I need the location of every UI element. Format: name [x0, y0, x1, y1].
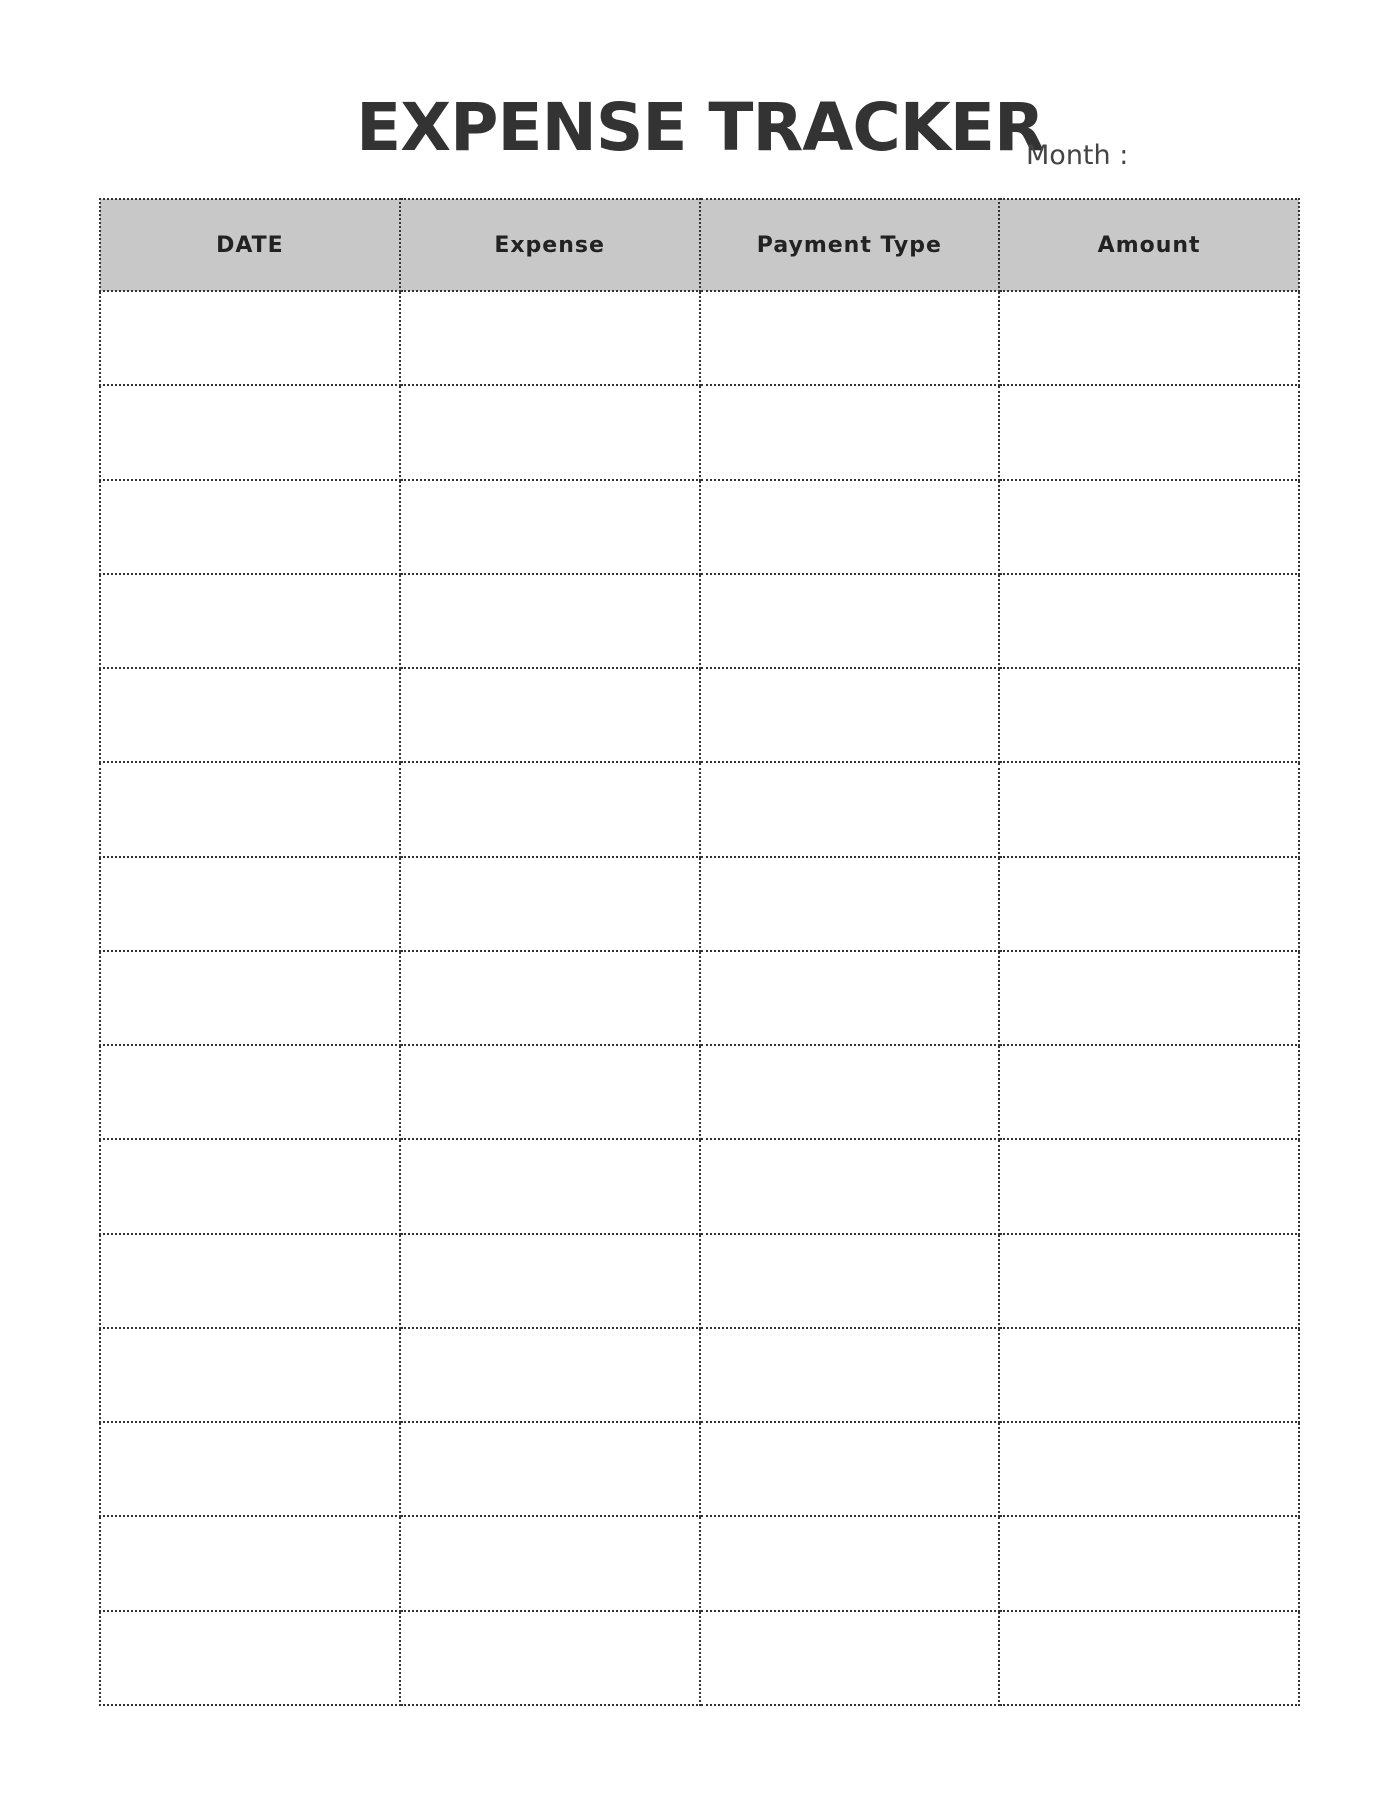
month-label: Month :	[1026, 140, 1129, 171]
table-cell-expense[interactable]	[400, 951, 700, 1045]
table-row	[100, 574, 1299, 668]
table-row	[100, 1045, 1299, 1139]
table-cell-amount[interactable]	[999, 1045, 1299, 1139]
table-cell-payment-type[interactable]	[700, 857, 1000, 951]
table-cell-payment-type[interactable]	[700, 668, 1000, 762]
table-cell-amount[interactable]	[999, 385, 1299, 479]
table-cell-amount[interactable]	[999, 1139, 1299, 1233]
table-cell-expense[interactable]	[400, 1045, 700, 1139]
table-cell-expense[interactable]	[400, 1516, 700, 1610]
column-header-expense: Expense	[400, 199, 700, 291]
table-cell-date[interactable]	[100, 668, 400, 762]
table-cell-date[interactable]	[100, 1234, 400, 1328]
table-cell-expense[interactable]	[400, 668, 700, 762]
table-cell-amount[interactable]	[999, 762, 1299, 856]
table-cell-payment-type[interactable]	[700, 291, 1000, 385]
table-cell-amount[interactable]	[999, 574, 1299, 668]
table-cell-amount[interactable]	[999, 480, 1299, 574]
page-title-text: EXPENSE TRACKER	[356, 89, 1044, 166]
table-cell-payment-type[interactable]	[700, 762, 1000, 856]
table-cell-amount[interactable]	[999, 1611, 1299, 1705]
table-cell-payment-type[interactable]	[700, 1611, 1000, 1705]
table-cell-expense[interactable]	[400, 291, 700, 385]
table-row	[100, 668, 1299, 762]
table-cell-payment-type[interactable]	[700, 574, 1000, 668]
table-cell-date[interactable]	[100, 1516, 400, 1610]
page-title	[0, 88, 1400, 168]
table-body	[100, 291, 1299, 1705]
table-row	[100, 951, 1299, 1045]
table-row	[100, 1611, 1299, 1705]
table-header	[100, 199, 1299, 291]
table-cell-payment-type[interactable]	[700, 1328, 1000, 1422]
table-cell-date[interactable]	[100, 1611, 400, 1705]
table-cell-expense[interactable]	[400, 857, 700, 951]
table-cell-payment-type[interactable]	[700, 480, 1000, 574]
table-cell-amount[interactable]	[999, 1422, 1299, 1516]
table-row	[100, 1328, 1299, 1422]
table-cell-expense[interactable]	[400, 1234, 700, 1328]
table-row	[100, 1516, 1299, 1610]
table-cell-date[interactable]	[100, 762, 400, 856]
table-cell-payment-type[interactable]	[700, 1422, 1000, 1516]
table-cell-payment-type[interactable]	[700, 1516, 1000, 1610]
table-cell-payment-type[interactable]	[700, 951, 1000, 1045]
table-row	[100, 291, 1299, 385]
table-cell-payment-type[interactable]	[700, 385, 1000, 479]
header-row	[100, 199, 1299, 291]
table-cell-amount[interactable]	[999, 668, 1299, 762]
table-cell-expense[interactable]	[400, 1611, 700, 1705]
table-cell-amount[interactable]	[999, 291, 1299, 385]
table-row	[100, 1422, 1299, 1516]
table-cell-amount[interactable]	[999, 951, 1299, 1045]
table-cell-date[interactable]	[100, 480, 400, 574]
table-cell-expense[interactable]	[400, 1139, 700, 1233]
table-cell-date[interactable]	[100, 291, 400, 385]
table-cell-date[interactable]	[100, 574, 400, 668]
table-row	[100, 1139, 1299, 1233]
table-cell-amount[interactable]	[999, 1516, 1299, 1610]
table-cell-amount[interactable]	[999, 1234, 1299, 1328]
table-cell-payment-type[interactable]	[700, 1139, 1000, 1233]
table-cell-expense[interactable]	[400, 385, 700, 479]
table-cell-expense[interactable]	[400, 574, 700, 668]
table-row	[100, 480, 1299, 574]
table-row	[100, 1234, 1299, 1328]
table-cell-payment-type[interactable]	[700, 1234, 1000, 1328]
table-row	[100, 857, 1299, 951]
table-cell-date[interactable]	[100, 385, 400, 479]
table-row	[100, 385, 1299, 479]
table-cell-date[interactable]	[100, 1422, 400, 1516]
expense-table	[99, 198, 1300, 1706]
column-header-date: DATE	[100, 199, 400, 291]
table-cell-expense[interactable]	[400, 480, 700, 574]
table-cell-date[interactable]	[100, 1328, 400, 1422]
table-row	[100, 762, 1299, 856]
column-header-payment-type: Payment Type	[700, 199, 1000, 291]
column-header-amount: Amount	[999, 199, 1299, 291]
table-cell-amount[interactable]	[999, 857, 1299, 951]
table-cell-date[interactable]	[100, 1045, 400, 1139]
table-cell-payment-type[interactable]	[700, 1045, 1000, 1139]
table-cell-expense[interactable]	[400, 1328, 700, 1422]
table-cell-amount[interactable]	[999, 1328, 1299, 1422]
table-cell-date[interactable]	[100, 1139, 400, 1233]
table-cell-expense[interactable]	[400, 1422, 700, 1516]
table-cell-date[interactable]	[100, 951, 400, 1045]
table-cell-date[interactable]	[100, 857, 400, 951]
table-cell-expense[interactable]	[400, 762, 700, 856]
